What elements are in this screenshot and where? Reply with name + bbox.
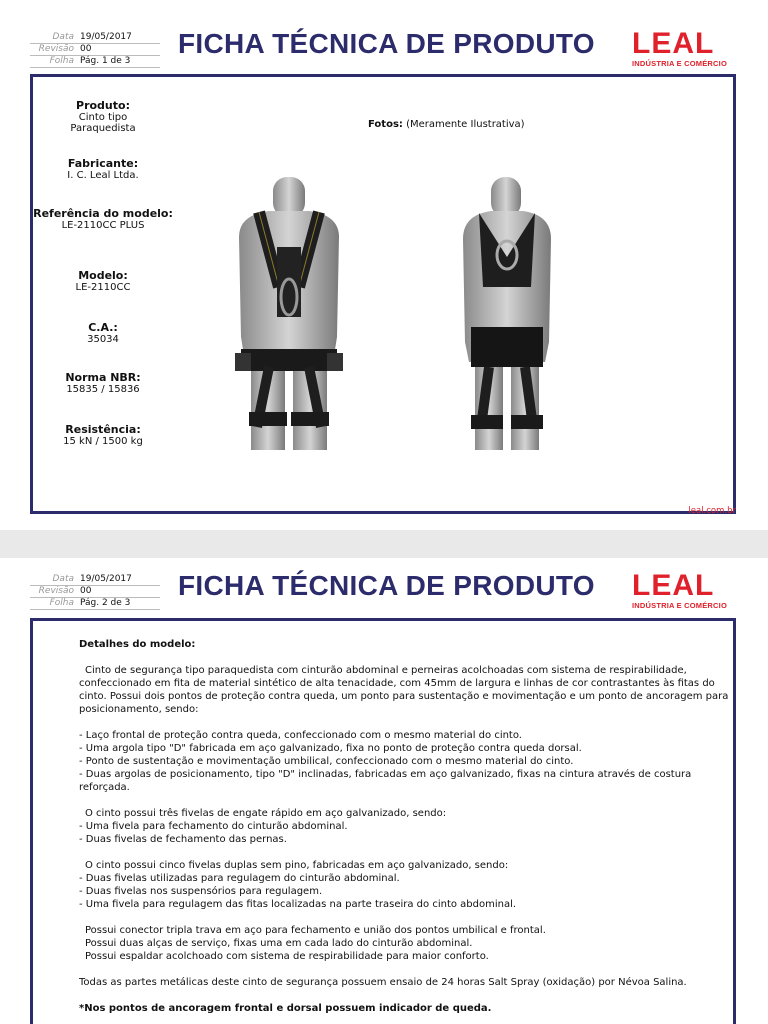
revision-value: 00 [80, 586, 92, 596]
sheet-label: Folha [49, 56, 74, 66]
details-frame [30, 618, 736, 1024]
leal-logo-2 [632, 569, 740, 610]
details-intro: Cinto de segurança tipo paraquedista com cinturão abdominal e perneiras acolchoadas com sistema de respirabilidade, confeccionado em fita de material sintético de alta tenacidade, com 45mm de largura e linhas de cor contrastantes às fitas do cinto. Possui dois pontos de proteção contra queda, um ponto para sustentação e movimentação e um ponto de ancoragem para posicionamento, sendo: [79, 665, 729, 715]
page-separator [0, 530, 768, 558]
list-item: - Duas fivelas utilizadas para regulagem do cinturão abdominal. [79, 873, 400, 884]
list-item: - Ponto de sustentação e movimentação umbilical, confeccionado com o mesmo material do cinto. [79, 756, 574, 767]
details-heading: Detalhes do modelo: [79, 639, 196, 650]
spec-label: Resistência: [65, 423, 141, 436]
list-item: - Laço frontal de proteção contra queda, confeccionado com o mesmo material do cinto. [79, 730, 522, 741]
list-item: Possui espaldar acolchoado com sistema de respirabilidade para maior conforto. [85, 951, 489, 962]
salt-spray-note: Todas as partes metálicas deste cinto de segurança possuem ensaio de 24 horas Salt Spray (oxidação) por Névoa Salina. [79, 977, 687, 988]
list-item: Possui conector tripla trava em aço para fechamento e união dos pontos umbilical e frontal. [85, 925, 546, 936]
list-item: Possui duas alças de serviço, fixas uma em cada lado do cinturão abdominal. [85, 938, 473, 949]
spec-label: Modelo: [78, 269, 128, 282]
buckles-intro: O cinto possui três fivelas de engate rápido em aço galvanizado, sendo: [85, 808, 447, 819]
date-label: Data [52, 574, 74, 584]
spec-value: LE-2110CC PLUS [61, 220, 145, 231]
quick-buckles-list [79, 820, 729, 846]
document-meta-2 [30, 574, 160, 610]
list-item: - Duas fivelas nos suspensórios para regulagem. [79, 886, 323, 897]
revision-value: 00 [80, 44, 92, 54]
harness-back-photo [457, 177, 557, 452]
spec-label: C.A.: [88, 321, 118, 334]
spec-label: Referência do modelo: [33, 207, 173, 220]
date-label: Data [52, 32, 74, 42]
list-item: - Uma argola tipo "D" fabricada em aço galvanizado, fixa no ponto de proteção contra queda dorsal. [79, 743, 582, 754]
page-title-2: FICHA TÉCNICA DE PRODUTO [178, 570, 595, 601]
sheet-label: Folha [49, 598, 74, 608]
revision-label: Revisão [38, 44, 74, 54]
photos-note: (Meramente Ilustrativa) [406, 119, 525, 130]
product-frame [30, 74, 736, 514]
logo-word: LEAL [632, 569, 715, 602]
harness-front-photo [229, 177, 349, 452]
leal-logo [632, 27, 740, 68]
attachment-points-list [79, 729, 729, 794]
spec-value: 15835 / 15836 [66, 384, 140, 395]
list-item: - Uma fivela para regulagem das fitas localizadas na parte traseira do cinto abdominal. [79, 899, 517, 910]
spec-value: LE-2110CC [75, 282, 131, 293]
spec-value: 35034 [87, 334, 119, 345]
page-title: FICHA TÉCNICA DE PRODUTO [178, 28, 595, 59]
list-item: - Uma fivela para fechamento do cinturão abdominal. [79, 821, 348, 832]
details-text [79, 638, 729, 1015]
document-meta [30, 32, 160, 68]
spec-item [33, 157, 173, 181]
spec-item [33, 371, 173, 395]
spec-item [33, 423, 173, 447]
spec-label: Produto: [76, 99, 130, 112]
double-buckles-intro: O cinto possui cinco fivelas duplas sem pino, fabricadas em aço galvanizado, sendo: [85, 860, 509, 871]
spec-item [33, 321, 173, 345]
fall-indicator-note: *Nos pontos de ancoragem frontal e dorsal possuem indicador de queda. [79, 1003, 492, 1014]
photos-caption [368, 119, 525, 130]
logo-subtitle: INDÚSTRIA E COMÉRCIO [632, 601, 727, 610]
date-value: 19/05/2017 [80, 32, 132, 42]
list-item: - Duas argolas de posicionamento, tipo "D" inclinadas, fabricadas em aço galvanizado, fixas na cintura através de costura reforçada. [79, 769, 692, 793]
spec-value: I. C. Leal Ltda. [67, 170, 139, 181]
features-list [79, 924, 729, 963]
list-item: - Duas fivelas de fechamento das pernas. [79, 834, 287, 845]
sheet-value: Pág. 1 de 3 [80, 56, 131, 66]
footer-website: leal.com.br [688, 506, 736, 516]
spec-value: Cinto tipo Paraquedista [70, 112, 136, 134]
spec-label: Norma NBR: [65, 371, 141, 384]
spec-item [33, 99, 173, 134]
spec-item [33, 207, 173, 231]
logo-subtitle: INDÚSTRIA E COMÉRCIO [632, 59, 727, 68]
photos-label: Fotos: [368, 119, 403, 130]
sheet-value: Pág. 2 de 3 [80, 598, 131, 608]
double-buckles-list [79, 872, 729, 911]
page-2 [0, 558, 768, 1024]
revision-label: Revisão [38, 586, 74, 596]
spec-item [33, 269, 173, 293]
spec-label: Fabricante: [67, 157, 139, 170]
logo-word: LEAL [632, 27, 715, 60]
date-value: 19/05/2017 [80, 574, 132, 584]
spec-value: 15 kN / 1500 kg [63, 436, 143, 447]
